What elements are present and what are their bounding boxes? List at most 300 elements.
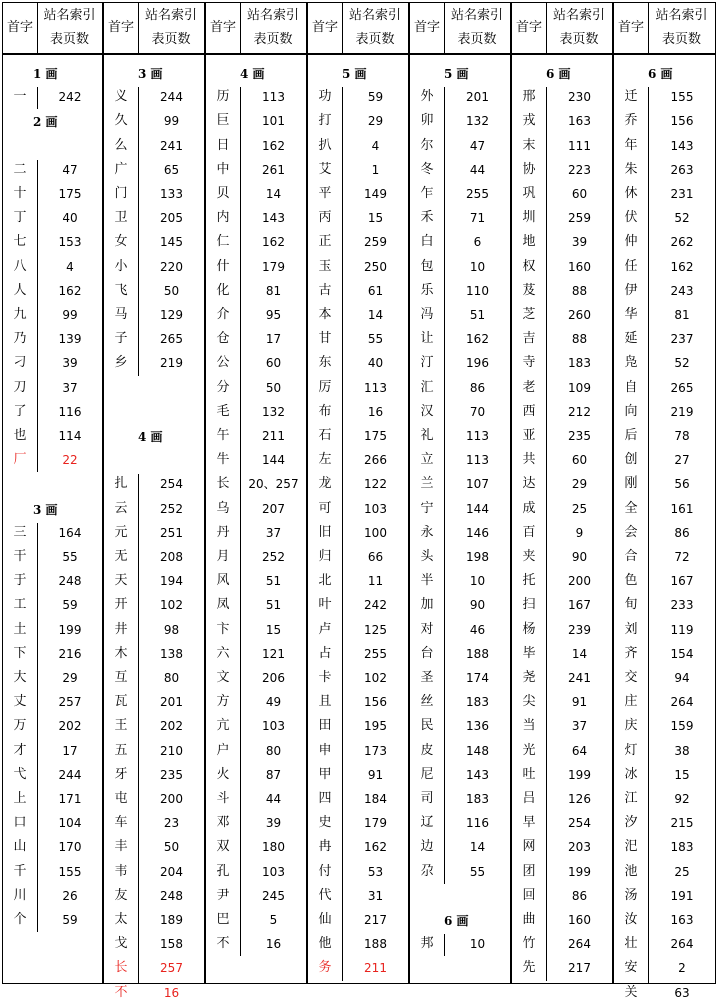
index-page-number: 51 — [265, 574, 282, 589]
first-character: 卞 — [216, 621, 230, 637]
first-character: 不 — [114, 984, 128, 1000]
first-character: 千 — [13, 863, 27, 879]
index-page-number: 14 — [265, 187, 282, 201]
index-page-number: 144 — [262, 453, 285, 468]
first-character: 半 — [420, 573, 434, 589]
first-character: 丙 — [318, 210, 332, 226]
first-character: 飞 — [114, 282, 128, 298]
first-character: 皮 — [420, 742, 434, 758]
first-character: 华 — [624, 307, 638, 322]
index-page-number: 113 — [364, 380, 387, 395]
first-character: 丰 — [114, 839, 128, 855]
index-page-number: 16 — [163, 985, 180, 1000]
index-page-number: 37 — [62, 380, 78, 395]
first-character: 打 — [318, 113, 332, 129]
first-character: 协 — [522, 161, 536, 177]
first-character: 宁 — [420, 500, 434, 516]
first-character: 戈 — [114, 936, 128, 952]
header-index-line2: 表页数 — [355, 32, 395, 47]
index-page-number: 121 — [262, 646, 285, 661]
first-character: 长 — [114, 960, 128, 976]
index-page-number: 233 — [670, 598, 694, 613]
index-page-number: 143 — [262, 211, 285, 226]
index-page-number: 116 — [58, 404, 82, 419]
first-character: 尹 — [216, 887, 230, 903]
index-page-number: 139 — [58, 332, 82, 347]
first-character: 刀 — [13, 379, 27, 395]
first-character: 尕 — [420, 863, 434, 879]
index-page-number: 161 — [670, 501, 694, 516]
index-page-number: 200 — [568, 574, 591, 589]
first-character: 让 — [420, 331, 434, 347]
first-character: 井 — [114, 621, 128, 637]
first-character: 乐 — [420, 282, 434, 298]
index-page-number: 17 — [62, 743, 78, 758]
index-page-number: 29 — [367, 114, 384, 129]
header-first-char: 首字 — [410, 3, 445, 53]
first-character: 白 — [420, 234, 434, 250]
index-page-number: 136 — [466, 719, 489, 734]
first-character: 孔 — [216, 863, 230, 879]
index-page-number: 29 — [62, 671, 78, 685]
index-page-number: 126 — [568, 792, 591, 806]
first-character: 冬 — [420, 161, 434, 177]
index-page-number: 219 — [160, 356, 183, 371]
header-index-pages — [546, 3, 612, 53]
first-character: 乍 — [420, 186, 434, 201]
index-page-number: 94 — [674, 671, 690, 685]
stroke-count-header: 5 画 — [342, 67, 367, 81]
first-character: 才 — [13, 742, 27, 758]
first-character: 迁 — [624, 89, 638, 105]
first-character: 尼 — [420, 766, 434, 782]
first-character: 汉 — [420, 403, 434, 419]
first-character: 丹 — [216, 524, 230, 540]
first-character: 韦 — [114, 863, 128, 879]
first-character: 戎 — [522, 113, 536, 129]
index-page-number: 52 — [674, 211, 690, 226]
first-character: 巩 — [522, 186, 536, 201]
first-character: 个 — [13, 912, 27, 927]
index-page-number: 60 — [571, 187, 588, 201]
index-page-number: 38 — [674, 743, 690, 758]
first-character: 色 — [624, 573, 638, 589]
first-character: 甲 — [318, 766, 332, 782]
first-character: 乌 — [216, 500, 230, 516]
index-page-number: 231 — [670, 187, 694, 201]
index-page-number: 81 — [674, 308, 690, 322]
index-page-number: 90 — [469, 598, 486, 613]
index-page-number: 252 — [262, 550, 285, 564]
first-character: 壮 — [624, 936, 638, 952]
index-page-number: 164 — [58, 525, 82, 540]
first-character: 汜 — [624, 839, 638, 855]
index-column — [307, 2, 409, 984]
index-column — [409, 2, 511, 984]
index-page-number: 138 — [160, 646, 183, 661]
index-page-number: 244 — [58, 767, 82, 782]
first-character: 曲 — [522, 912, 536, 927]
index-page-number: 261 — [262, 162, 285, 177]
header-index-line1: 站名索引 — [655, 8, 708, 23]
first-character: 化 — [216, 282, 230, 298]
first-character: 申 — [318, 742, 332, 758]
index-page-number: 10 — [469, 937, 486, 952]
index-page-number: 72 — [674, 550, 690, 564]
first-character: 占 — [318, 645, 332, 661]
first-character: 方 — [216, 694, 230, 710]
first-character: 么 — [114, 137, 128, 153]
index-page-number: 212 — [568, 404, 591, 419]
index-page-number: 171 — [58, 792, 82, 806]
index-page-number: 203 — [568, 840, 591, 855]
first-character: 会 — [624, 524, 638, 540]
index-page-number: 113 — [466, 453, 489, 468]
index-page-number: 56 — [674, 477, 690, 492]
index-page-number: 167 — [670, 574, 694, 589]
first-character: 后 — [624, 428, 638, 443]
first-character: 灯 — [624, 742, 638, 758]
index-page-number: 22 — [62, 453, 78, 468]
first-character: 乡 — [114, 355, 128, 371]
index-page-number: 162 — [262, 138, 285, 153]
first-character: 中 — [216, 161, 230, 177]
index-page-number: 241 — [568, 671, 591, 685]
index-page-number: 88 — [571, 283, 588, 298]
first-character: 午 — [216, 428, 230, 443]
first-character: 亚 — [522, 428, 536, 443]
index-page-number: 14 — [367, 308, 384, 322]
first-character: 吉 — [522, 331, 536, 347]
index-page-number: 81 — [265, 283, 282, 298]
index-page-number: 245 — [262, 888, 285, 903]
first-character: 下 — [13, 645, 27, 661]
first-character: 功 — [318, 89, 332, 105]
first-character: 火 — [216, 766, 230, 782]
index-page-number: 167 — [568, 598, 591, 613]
index-page-number: 59 — [367, 90, 384, 105]
first-character: 文 — [216, 670, 230, 685]
index-page-number: 100 — [364, 525, 387, 540]
index-page-number: 254 — [160, 477, 183, 492]
first-character: 无 — [114, 549, 128, 564]
index-page-number: 220 — [160, 259, 183, 274]
first-character: 毛 — [216, 403, 230, 419]
first-character: 川 — [13, 887, 27, 903]
first-character: 九 — [13, 307, 27, 322]
first-character: 伊 — [624, 282, 638, 298]
index-page-number: 39 — [571, 235, 588, 250]
index-page-number: 243 — [670, 283, 694, 298]
first-character: 芨 — [522, 282, 536, 298]
first-character: 凫 — [624, 355, 638, 371]
index-page-number: 15 — [265, 622, 282, 637]
header-index-line2: 表页数 — [253, 32, 293, 47]
header-index-line2: 表页数 — [559, 32, 599, 47]
index-page-number: 201 — [160, 695, 183, 710]
first-character: 毕 — [522, 645, 536, 661]
index-page-number: 148 — [466, 743, 489, 758]
index-page-number: 194 — [160, 574, 183, 589]
header-index-pages — [648, 3, 715, 53]
first-character: 休 — [624, 186, 638, 201]
index-page-number: 37 — [265, 525, 282, 540]
index-page-number: 15 — [367, 211, 384, 226]
index-page-number: 163 — [670, 913, 694, 927]
index-page-number: 184 — [364, 792, 387, 806]
index-page-number: 6 — [473, 235, 482, 250]
first-character: 光 — [522, 742, 536, 758]
first-character: 八 — [13, 258, 27, 274]
index-page-number: 199 — [58, 622, 82, 637]
first-character: 王 — [114, 718, 128, 734]
index-page-number: 265 — [670, 380, 694, 395]
header-index-pages — [37, 3, 102, 53]
first-character: 田 — [318, 718, 332, 734]
index-page-number: 80 — [163, 671, 180, 685]
index-page-number: 102 — [160, 598, 183, 613]
first-character: 冯 — [420, 307, 434, 322]
index-page-number: 59 — [62, 913, 78, 927]
first-character: 一 — [13, 89, 27, 105]
index-page-number: 44 — [265, 792, 282, 806]
header-index-pages — [444, 3, 510, 53]
first-character: 边 — [420, 839, 434, 855]
first-character: 互 — [114, 670, 128, 685]
index-page-number: 53 — [367, 864, 384, 879]
index-page-number: 162 — [466, 332, 489, 347]
first-character: 邦 — [420, 936, 434, 952]
first-character: 太 — [114, 912, 128, 927]
first-character: 工 — [13, 597, 27, 613]
index-page-number: 14 — [571, 646, 588, 661]
first-character: 尖 — [522, 694, 536, 710]
index-page-number: 78 — [674, 429, 690, 443]
first-character: 卯 — [420, 113, 434, 129]
first-character: 安 — [624, 960, 638, 976]
index-page-number: 206 — [262, 671, 285, 685]
index-page-number: 143 — [670, 138, 694, 153]
index-page-number: 109 — [568, 380, 591, 395]
first-character: 刚 — [624, 476, 638, 492]
first-character: 网 — [522, 839, 536, 855]
index-page-number: 107 — [466, 477, 489, 492]
header-first-char: 首字 — [3, 3, 38, 53]
first-character: 末 — [522, 137, 536, 153]
header-index-line2: 表页数 — [151, 32, 191, 47]
first-character: 交 — [624, 670, 638, 685]
first-character: 圳 — [522, 210, 536, 226]
first-character: 合 — [624, 549, 638, 564]
index-page-number: 155 — [58, 864, 82, 879]
first-character: 叶 — [318, 597, 332, 613]
index-column — [103, 2, 205, 1000]
index-page-number: 103 — [262, 719, 285, 734]
first-character: 头 — [420, 549, 434, 564]
index-page-number: 65 — [163, 162, 180, 177]
first-character: 上 — [13, 791, 27, 806]
index-page-number: 189 — [160, 913, 183, 927]
index-page-number: 160 — [568, 913, 591, 927]
index-page-number: 113 — [262, 90, 285, 105]
index-page-number: 5 — [269, 913, 278, 927]
index-page-number: 252 — [160, 501, 183, 516]
index-page-number: 205 — [160, 211, 183, 226]
index-page-number: 40 — [367, 356, 384, 371]
index-page-number: 244 — [160, 90, 183, 105]
index-page-number: 173 — [364, 743, 387, 758]
first-character: 厉 — [318, 379, 332, 395]
header-index-line1: 站名索引 — [348, 8, 401, 23]
index-page-number: 47 — [469, 138, 486, 153]
first-character: 正 — [318, 234, 332, 250]
first-character: 成 — [522, 500, 536, 516]
index-page-number: 104 — [58, 816, 82, 831]
stroke-count-header: 6 画 — [648, 67, 673, 81]
first-character: 汤 — [624, 887, 638, 903]
first-character: 年 — [624, 137, 638, 153]
header-first-char: 首字 — [512, 3, 547, 53]
first-character: 贝 — [216, 186, 230, 201]
index-page-number: 155 — [670, 90, 694, 105]
first-character: 凤 — [216, 597, 230, 613]
index-page-number: 179 — [262, 259, 285, 274]
first-character: 分 — [216, 379, 230, 395]
index-page-number: 183 — [568, 356, 591, 371]
index-page-number: 26 — [62, 888, 78, 903]
index-page-number: 119 — [670, 622, 694, 637]
index-page-number: 114 — [58, 429, 82, 443]
first-character: 西 — [522, 403, 536, 419]
index-page-number: 162 — [262, 235, 285, 250]
first-character: 夹 — [522, 549, 536, 564]
first-character: 艾 — [318, 161, 332, 177]
stroke-count-header: 4 画 — [240, 67, 265, 81]
first-character: 子 — [114, 331, 128, 347]
first-character: 任 — [624, 258, 638, 274]
index-page-number: 59 — [62, 598, 78, 613]
first-character: 杨 — [522, 621, 536, 637]
first-character: 于 — [13, 573, 27, 589]
index-page-number: 264 — [670, 695, 694, 710]
first-character: 开 — [114, 597, 128, 613]
index-page-number: 264 — [670, 937, 694, 952]
header-index-line2: 表页数 — [49, 32, 89, 47]
first-character: 创 — [624, 452, 638, 468]
header-index-pages — [240, 3, 306, 53]
first-character: 口 — [13, 815, 27, 831]
first-character: 刘 — [624, 621, 638, 637]
index-page-number: 25 — [571, 501, 588, 516]
index-page-number: 133 — [160, 187, 183, 201]
first-character: 历 — [216, 89, 230, 105]
first-character: 仁 — [216, 234, 230, 250]
first-character: 左 — [318, 452, 332, 468]
index-page-number: 175 — [364, 429, 387, 443]
first-character: 归 — [318, 549, 332, 564]
first-character: 对 — [420, 621, 434, 637]
first-character: 务 — [318, 960, 332, 976]
first-character: 当 — [522, 718, 536, 734]
index-page-number: 259 — [568, 211, 591, 226]
index-page-number: 4 — [371, 138, 380, 153]
first-character: 屯 — [114, 791, 128, 806]
index-page-number: 92 — [674, 792, 690, 806]
first-character: 汇 — [420, 379, 434, 395]
first-character: 元 — [114, 524, 128, 540]
index-page-number: 113 — [466, 429, 489, 443]
index-page-number: 202 — [58, 719, 82, 734]
index-page-number: 260 — [568, 308, 591, 322]
header-index-line1: 站名索引 — [552, 8, 605, 23]
index-page-number: 86 — [674, 525, 690, 540]
stroke-count-header: 3 画 — [33, 502, 58, 517]
first-character: 仙 — [318, 912, 332, 927]
first-character: 乔 — [624, 113, 638, 129]
first-character: 云 — [114, 500, 128, 516]
index-page-number: 60 — [571, 453, 588, 468]
first-character: 久 — [114, 113, 128, 129]
first-character: 东 — [318, 355, 332, 371]
index-page-number: 200 — [160, 792, 183, 806]
index-page-number: 250 — [364, 259, 387, 274]
index-page-number: 179 — [364, 816, 387, 831]
index-page-number: 110 — [466, 283, 489, 298]
first-character: 竹 — [522, 936, 536, 952]
index-page-number: 180 — [262, 840, 285, 855]
first-character: 巨 — [216, 113, 230, 129]
index-page-number: 63 — [674, 985, 690, 1000]
index-page-number: 241 — [160, 138, 183, 153]
first-character: 亢 — [216, 718, 230, 734]
index-page-number: 51 — [265, 598, 282, 613]
index-page-number: 14 — [469, 840, 486, 855]
index-page-number: 235 — [160, 767, 183, 782]
index-page-number: 154 — [670, 646, 694, 661]
first-character: 七 — [13, 234, 27, 250]
index-page-number: 262 — [670, 235, 694, 250]
first-character: 旧 — [318, 524, 332, 540]
index-page-number: 9 — [575, 525, 584, 540]
index-page-number: 235 — [568, 429, 591, 443]
first-character: 礼 — [420, 428, 434, 443]
index-page-number: 23 — [163, 816, 180, 831]
index-page-number: 162 — [670, 259, 694, 274]
first-character: 弋 — [13, 766, 27, 782]
index-page-number: 259 — [364, 235, 387, 250]
first-character: 邓 — [216, 815, 230, 831]
first-character: 永 — [420, 524, 434, 540]
first-character: 卢 — [318, 621, 332, 637]
index-page-number: 175 — [58, 187, 82, 201]
first-character: 门 — [114, 186, 128, 201]
index-page-number: 16 — [265, 937, 282, 952]
header-first-char: 首字 — [614, 3, 649, 53]
first-character: 三 — [13, 524, 27, 540]
index-page-number: 254 — [568, 816, 591, 831]
index-page-number: 52 — [674, 356, 690, 371]
first-character: 共 — [522, 452, 536, 468]
first-character: 仓 — [216, 331, 230, 347]
first-character: 天 — [114, 573, 128, 589]
first-character: 齐 — [624, 645, 638, 661]
header-index-line1: 站名索引 — [43, 8, 96, 23]
first-character: 乃 — [13, 331, 27, 347]
first-character: 达 — [522, 476, 536, 492]
first-character: 外 — [420, 89, 434, 105]
header-index-pages — [342, 3, 408, 53]
index-page-number: 55 — [62, 550, 78, 564]
